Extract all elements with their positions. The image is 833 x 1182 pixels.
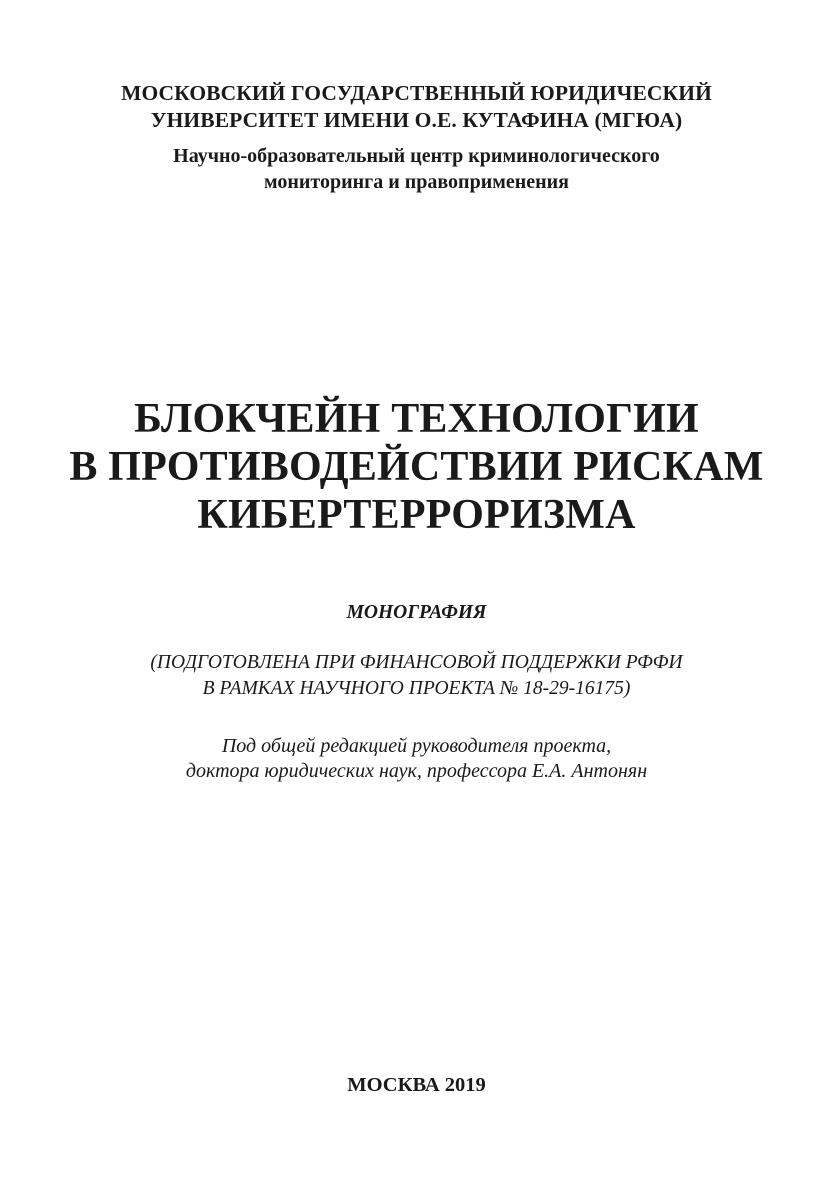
- editor-line-1: Под общей редакцией руководителя проекта,: [221, 735, 612, 757]
- funding-note-line-2: В РАМКАХ НАУЧНОГО ПРОЕКТА № 18-29-16175): [202, 678, 631, 699]
- imprint-city-year: МОСКВА 2019: [347, 1074, 486, 1096]
- institution-line-2: УНИВЕРСИТЕТ ИМЕНИ О.Е. КУТАФИНА (МГЮА): [150, 108, 683, 132]
- research-center-line-2: мониторинга и правоприменения: [264, 171, 569, 193]
- book-title-line-3: КИБЕРТЕРРОРИЗМА: [197, 492, 636, 538]
- funding-note-line-1: (ПОДГОТОВЛЕНА ПРИ ФИНАНСОВОЙ ПОДДЕРЖКИ РФФИ: [150, 652, 683, 673]
- institution-line-1: МОСКОВСКИЙ ГОСУДАРСТВЕННЫЙ ЮРИДИЧЕСКИЙ: [121, 81, 712, 105]
- book-title-line-2: В ПРОТИВОДЕЙСТВИИ РИСКАМ: [69, 444, 764, 490]
- editor-line-2: доктора юридических наук, профессора Е.А. Антонян: [185, 760, 648, 782]
- genre-label: МОНОГРАФИЯ: [346, 602, 487, 623]
- book-title-line-1: БЛОКЧЕЙН ТЕХНОЛОГИИ: [134, 396, 699, 442]
- research-center-line-1: Научно-образовательный центр криминологического: [173, 145, 660, 167]
